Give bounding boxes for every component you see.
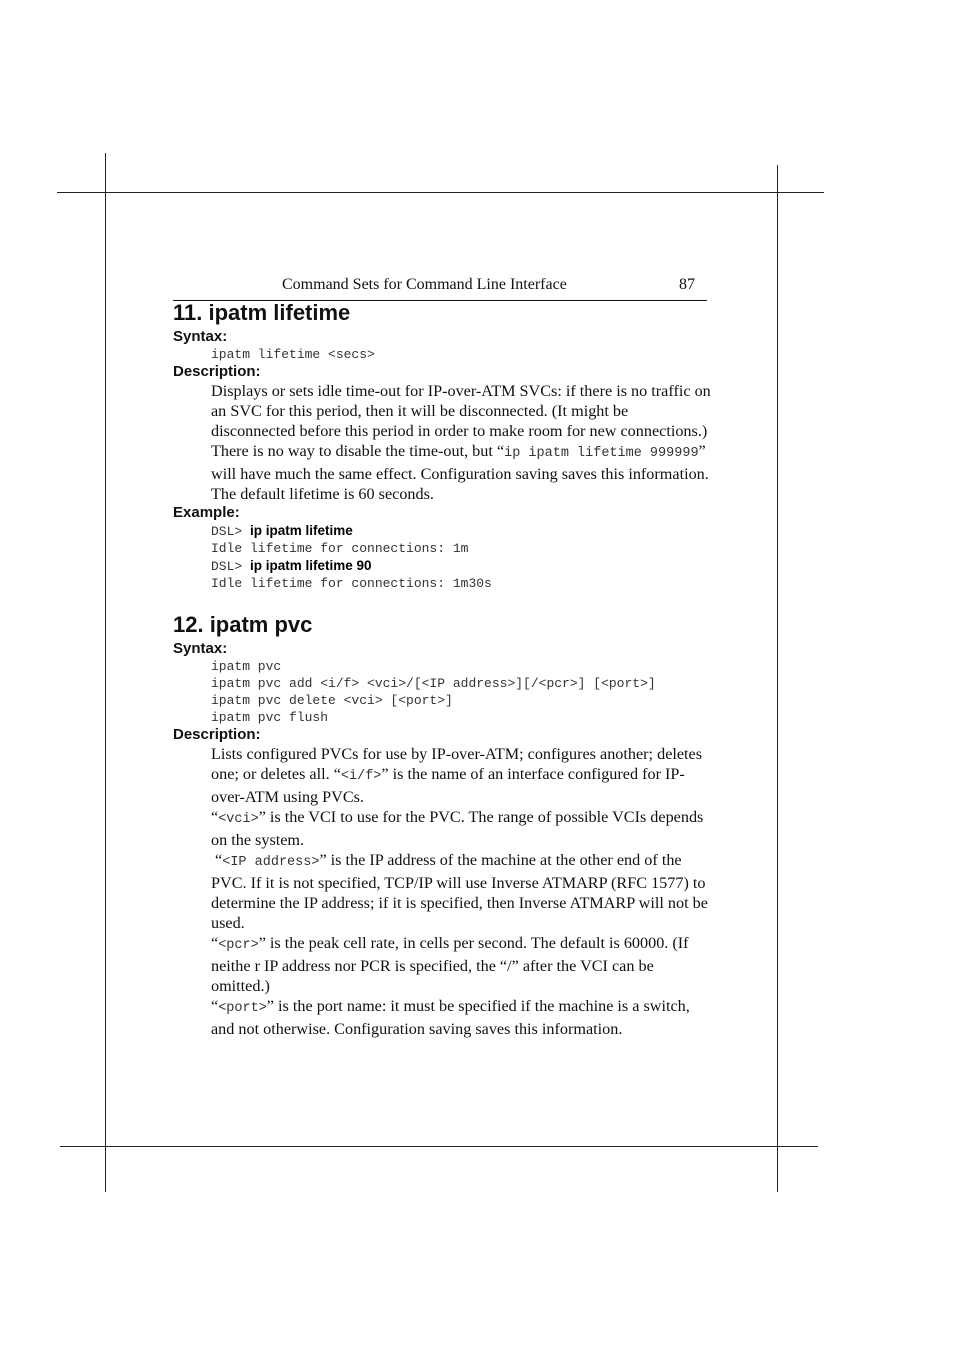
header-title: Command Sets for Command Line Interface bbox=[282, 276, 567, 293]
syntax-line: ipatm pvc flush bbox=[211, 710, 329, 725]
inline-code: <pcr> bbox=[218, 938, 259, 953]
section-ipatm-pvc bbox=[173, 610, 713, 1039]
example-label: Example: bbox=[173, 504, 240, 521]
crop-mark-left bbox=[105, 153, 106, 1192]
page-number: 87 bbox=[679, 276, 695, 293]
description-text: Displays or sets idle time-out for IP-over-ATM SVCs: if there is no traffic on an SVC for this period, then it will be disconnected. (It might be disconnected before this period in order to make room for new connections.) There is no way to disable the time-out, but “ip ipatm lifetime 999999” will have much the same effect. Configuration saving saves this information. The default lifetime is 60 seconds. bbox=[211, 382, 711, 503]
syntax-label: Syntax: bbox=[173, 640, 228, 657]
page-content bbox=[173, 298, 713, 1039]
inline-code: <i/f> bbox=[340, 769, 382, 784]
crop-mark-right bbox=[777, 165, 778, 1192]
crop-mark-bottom bbox=[60, 1146, 818, 1147]
description-paragraph: Lists configured PVCs for use by IP-over-ATM; configures another; deletes one; or deletes all. “<i/f>” is the name of an interface configured for IP-over-ATM using PVCs. bbox=[211, 745, 703, 806]
inline-code: ip ipatm lifetime 999999 bbox=[504, 446, 699, 461]
description-label: Description: bbox=[173, 726, 261, 743]
syntax-line: ipatm lifetime <secs> bbox=[211, 347, 375, 362]
example-line: Idle lifetime for connections: 1m bbox=[211, 541, 469, 556]
syntax-label: Syntax: bbox=[173, 328, 228, 345]
description-paragraph: “<IP address>” is the IP address of the machine at the other end of the PVC. If it is not specified, TCP/IP will use Inverse ATMARP (RFC 1577) to determine the IP address; if it is specified, then Inverse ATMARP will not be used. bbox=[211, 851, 708, 932]
section-heading: 12. ipatm pvc bbox=[173, 612, 313, 637]
description-paragraph: “<port>” is the port name: it must be specified if the machine is a switch, and not otherwise. Configuration saving saves this information. bbox=[211, 997, 690, 1038]
section-heading: 11. ipatm lifetime bbox=[173, 300, 351, 325]
section-ipatm-lifetime bbox=[173, 298, 713, 592]
example-line: Idle lifetime for connections: 1m30s bbox=[211, 576, 492, 591]
syntax-line: ipatm pvc delete <vci> [<port>] bbox=[211, 693, 453, 708]
description-paragraph: “<pcr>” is the peak cell rate, in cells per second. The default is 60000. (If neithe r IP address nor PCR is specified, the “/” after the VCI can be omitted.) bbox=[211, 934, 689, 995]
inline-code: <IP address> bbox=[222, 855, 320, 870]
syntax-line: ipatm pvc add <i/f> <vci>/[<IP address>][/<pcr>] [<port>] bbox=[211, 676, 656, 691]
crop-mark-top bbox=[57, 192, 824, 193]
description-paragraph: “<vci>” is the VCI to use for the PVC. The range of possible VCIs depends on the system. bbox=[211, 808, 704, 849]
syntax-line: ipatm pvc bbox=[211, 659, 282, 674]
example-line: DSL> ip ipatm lifetime bbox=[211, 523, 353, 539]
inline-code: <vci> bbox=[218, 812, 259, 827]
inline-code: <port> bbox=[218, 1001, 267, 1016]
description-label: Description: bbox=[173, 363, 261, 380]
example-line: DSL> ip ipatm lifetime 90 bbox=[211, 558, 372, 574]
